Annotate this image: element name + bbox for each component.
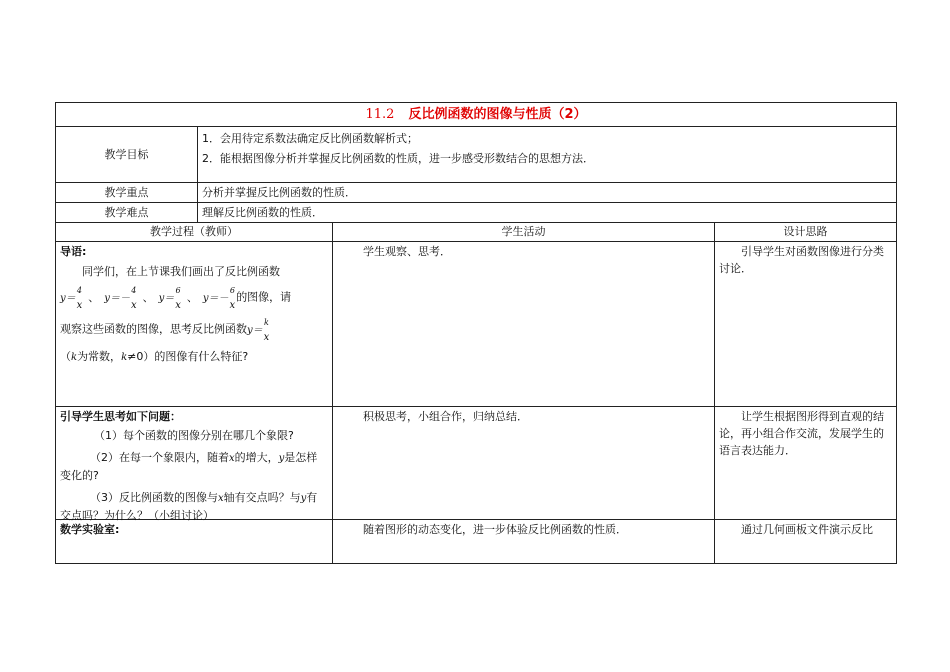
fraction-denominator: x: [76, 300, 83, 311]
fraction-denominator: x: [263, 332, 270, 343]
equation: [158, 286, 182, 311]
intro-text: ≠0）的图像有什么特征?: [127, 350, 249, 363]
goal-item: 2．能根据图像分析并掌握反比例函数的性质，进一步感受形数结合的思想方法．: [202, 152, 594, 165]
section-number: 11.2: [365, 107, 395, 122]
fraction: [175, 286, 181, 310]
title-row: [56, 103, 896, 127]
separator: 、: [88, 290, 100, 304]
header-row: [56, 223, 896, 242]
intro-line: [60, 318, 328, 344]
key-point-label: 教学重点: [56, 183, 198, 202]
goals-label: 教学目标: [56, 127, 198, 182]
guide-question: （1）每个函数的图像分别在哪几个象限?: [94, 429, 294, 442]
lab-row: [56, 520, 896, 563]
intro-student-text: 学生观察、思考．: [363, 245, 451, 258]
guide-text: 的增大，: [234, 451, 279, 464]
equation-lhs: y＝－: [202, 292, 229, 304]
goal-item: 1．会用待定系数法确定反比例函数解析式；: [202, 132, 418, 145]
equation: [104, 286, 137, 311]
guide-question: [60, 449, 328, 484]
lab-student-text: 随着图形的动态变化，进一步体验反比例函数的性质．: [363, 523, 627, 536]
fraction-denominator: x: [229, 300, 236, 311]
variable-k: k: [121, 352, 128, 363]
intro-text: 为常数，: [77, 350, 122, 363]
variable-y: y: [278, 453, 285, 464]
guide-student: [333, 407, 715, 519]
lab-student: [333, 520, 715, 563]
fraction-numerator: 6: [229, 286, 235, 295]
fraction-numerator: 4: [76, 286, 83, 295]
fraction-numerator: k: [264, 318, 269, 327]
guide-text: 有交点吗？为什么？（小组讨论）: [60, 491, 318, 522]
fraction-numerator: 4: [131, 286, 137, 295]
intro-text: （: [60, 350, 71, 363]
difficulty-row: [56, 203, 896, 223]
variable-k: k: [71, 352, 78, 363]
guide-process: [56, 407, 333, 522]
lab-heading: 数学实验室:: [56, 520, 333, 563]
fraction: [264, 318, 270, 342]
fraction: [131, 286, 137, 310]
equation: [247, 318, 270, 343]
equation: [202, 286, 236, 311]
key-point-text: 分析并掌握反比例函数的性质．: [202, 186, 356, 199]
header-process: 教学过程（教师）: [56, 223, 333, 241]
intro-heading: 导语:: [60, 245, 87, 258]
intro-line: 的图像，请: [236, 290, 292, 304]
key-point-row: [56, 183, 896, 203]
equation: [60, 286, 83, 311]
fraction: [230, 286, 236, 310]
lesson-plan-table: [55, 102, 897, 564]
equation-lhs: y＝－: [104, 292, 130, 304]
guide-text: 是怎样变化的?: [60, 451, 318, 482]
intro-line: [60, 348, 328, 366]
variable-y: y: [300, 493, 307, 504]
separator: 、: [142, 290, 154, 304]
guide-text: （3）反比例函数的图像与: [90, 491, 218, 504]
intro-row: [56, 242, 896, 407]
variable-x: x: [229, 453, 235, 464]
equation-lhs: y＝: [60, 292, 76, 304]
intro-student: [333, 242, 715, 406]
fraction-denominator: x: [175, 300, 181, 311]
goals-row: [56, 127, 896, 183]
intro-design: 引导学生对函数图像进行分类讨论．: [719, 245, 884, 275]
fraction-denominator: x: [130, 300, 137, 311]
equation-lhs: y＝: [247, 324, 263, 336]
header-design: 设计思路: [783, 225, 828, 238]
header-student: 学生活动: [333, 223, 715, 241]
equation-lhs: y＝: [158, 292, 175, 304]
goals-content: [198, 127, 896, 182]
guide-question: [60, 489, 328, 524]
guide-row: [56, 407, 896, 520]
intro-equations: [60, 286, 328, 312]
difficulty-text: 理解反比例函数的性质．: [202, 206, 323, 219]
separator: 、: [186, 290, 198, 304]
difficulty-label: 教学难点: [56, 203, 198, 222]
fraction: [77, 286, 83, 310]
intro-text: 观察这些函数的图像，思考反比例函数: [60, 322, 247, 336]
guide-design: 让学生根据图形得到直观的结论，再小组合作交流，发展学生的语言表达能力．: [719, 410, 884, 457]
guide-text: （2）在每一个象限内，随着: [90, 451, 229, 464]
lab-design: 通过几何画板文件演示反比: [741, 523, 873, 536]
guide-text: 轴有交点吗？与: [223, 491, 301, 504]
section-title: 反比例函数的图像与性质（2）: [408, 107, 587, 122]
intro-process: [56, 242, 333, 406]
page-title: [56, 103, 896, 126]
guide-student-text: 积极思考，小组合作，归纳总结．: [363, 410, 528, 423]
fraction-numerator: 6: [175, 286, 181, 295]
variable-x: x: [218, 493, 224, 504]
guide-heading: 引导学生思考如下问题：: [60, 410, 181, 423]
intro-line: 同学们，在上节课我们画出了反比例函数: [82, 265, 280, 278]
